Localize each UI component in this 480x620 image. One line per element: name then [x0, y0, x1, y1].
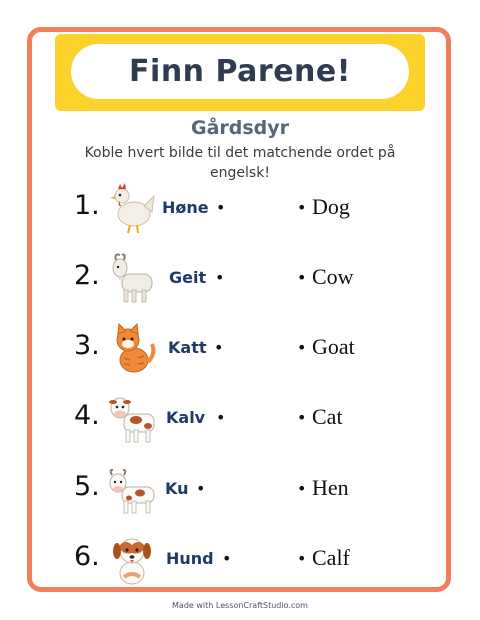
english-word: Dog	[312, 194, 350, 219]
worksheet-subtitle: Gårdsdyr	[190, 117, 290, 139]
match-row-6	[0, 531, 480, 591]
right-connector-dot[interactable]: •	[297, 479, 307, 498]
cat-icon	[104, 320, 160, 376]
dog-icon	[104, 531, 160, 587]
calf-icon	[104, 390, 160, 446]
title-pill	[71, 44, 409, 99]
norwegian-word: Katt	[168, 338, 207, 357]
row-number: 6.	[74, 541, 100, 572]
left-connector-dot[interactable]: •	[216, 408, 226, 427]
english-word: Cat	[312, 404, 343, 429]
row-number: 2.	[74, 260, 100, 291]
row-number: 1.	[74, 190, 100, 221]
norwegian-word: Hund	[166, 549, 214, 568]
english-word: Cow	[312, 264, 354, 289]
english-word: Calf	[312, 545, 350, 570]
right-connector-dot[interactable]: •	[297, 268, 307, 287]
match-row-5	[0, 461, 480, 521]
english-word: Goat	[312, 334, 355, 359]
right-connector-dot[interactable]: •	[297, 408, 307, 427]
row-number: 3.	[74, 330, 100, 361]
footer-credit: Made with LessonCraftStudio.com	[172, 601, 308, 610]
right-connector-dot[interactable]: •	[297, 198, 307, 217]
row-number: 5.	[74, 471, 100, 502]
english-word: Hen	[312, 475, 349, 500]
match-row-2	[0, 250, 480, 310]
hen-icon	[104, 180, 160, 236]
instruction-text: Koble hvert bilde til det matchende ordet på engelsk!	[84, 145, 396, 181]
left-connector-dot[interactable]: •	[216, 198, 226, 217]
norwegian-word: Ku	[165, 479, 189, 498]
match-row-1	[0, 180, 480, 240]
row-number: 4.	[74, 400, 100, 431]
left-connector-dot[interactable]: •	[214, 338, 224, 357]
match-row-4	[0, 390, 480, 450]
left-connector-dot[interactable]: •	[215, 268, 225, 287]
page-title: Finn Parene!	[129, 54, 351, 89]
norwegian-word: Kalv	[166, 408, 206, 427]
match-row-3	[0, 320, 480, 380]
goat-icon	[104, 250, 160, 306]
norwegian-word: Geit	[169, 268, 207, 287]
right-connector-dot[interactable]: •	[297, 549, 307, 568]
norwegian-word: Høne	[162, 198, 209, 217]
right-connector-dot[interactable]: •	[297, 338, 307, 357]
left-connector-dot[interactable]: •	[196, 479, 206, 498]
left-connector-dot[interactable]: •	[222, 549, 232, 568]
cow-icon	[104, 461, 160, 517]
